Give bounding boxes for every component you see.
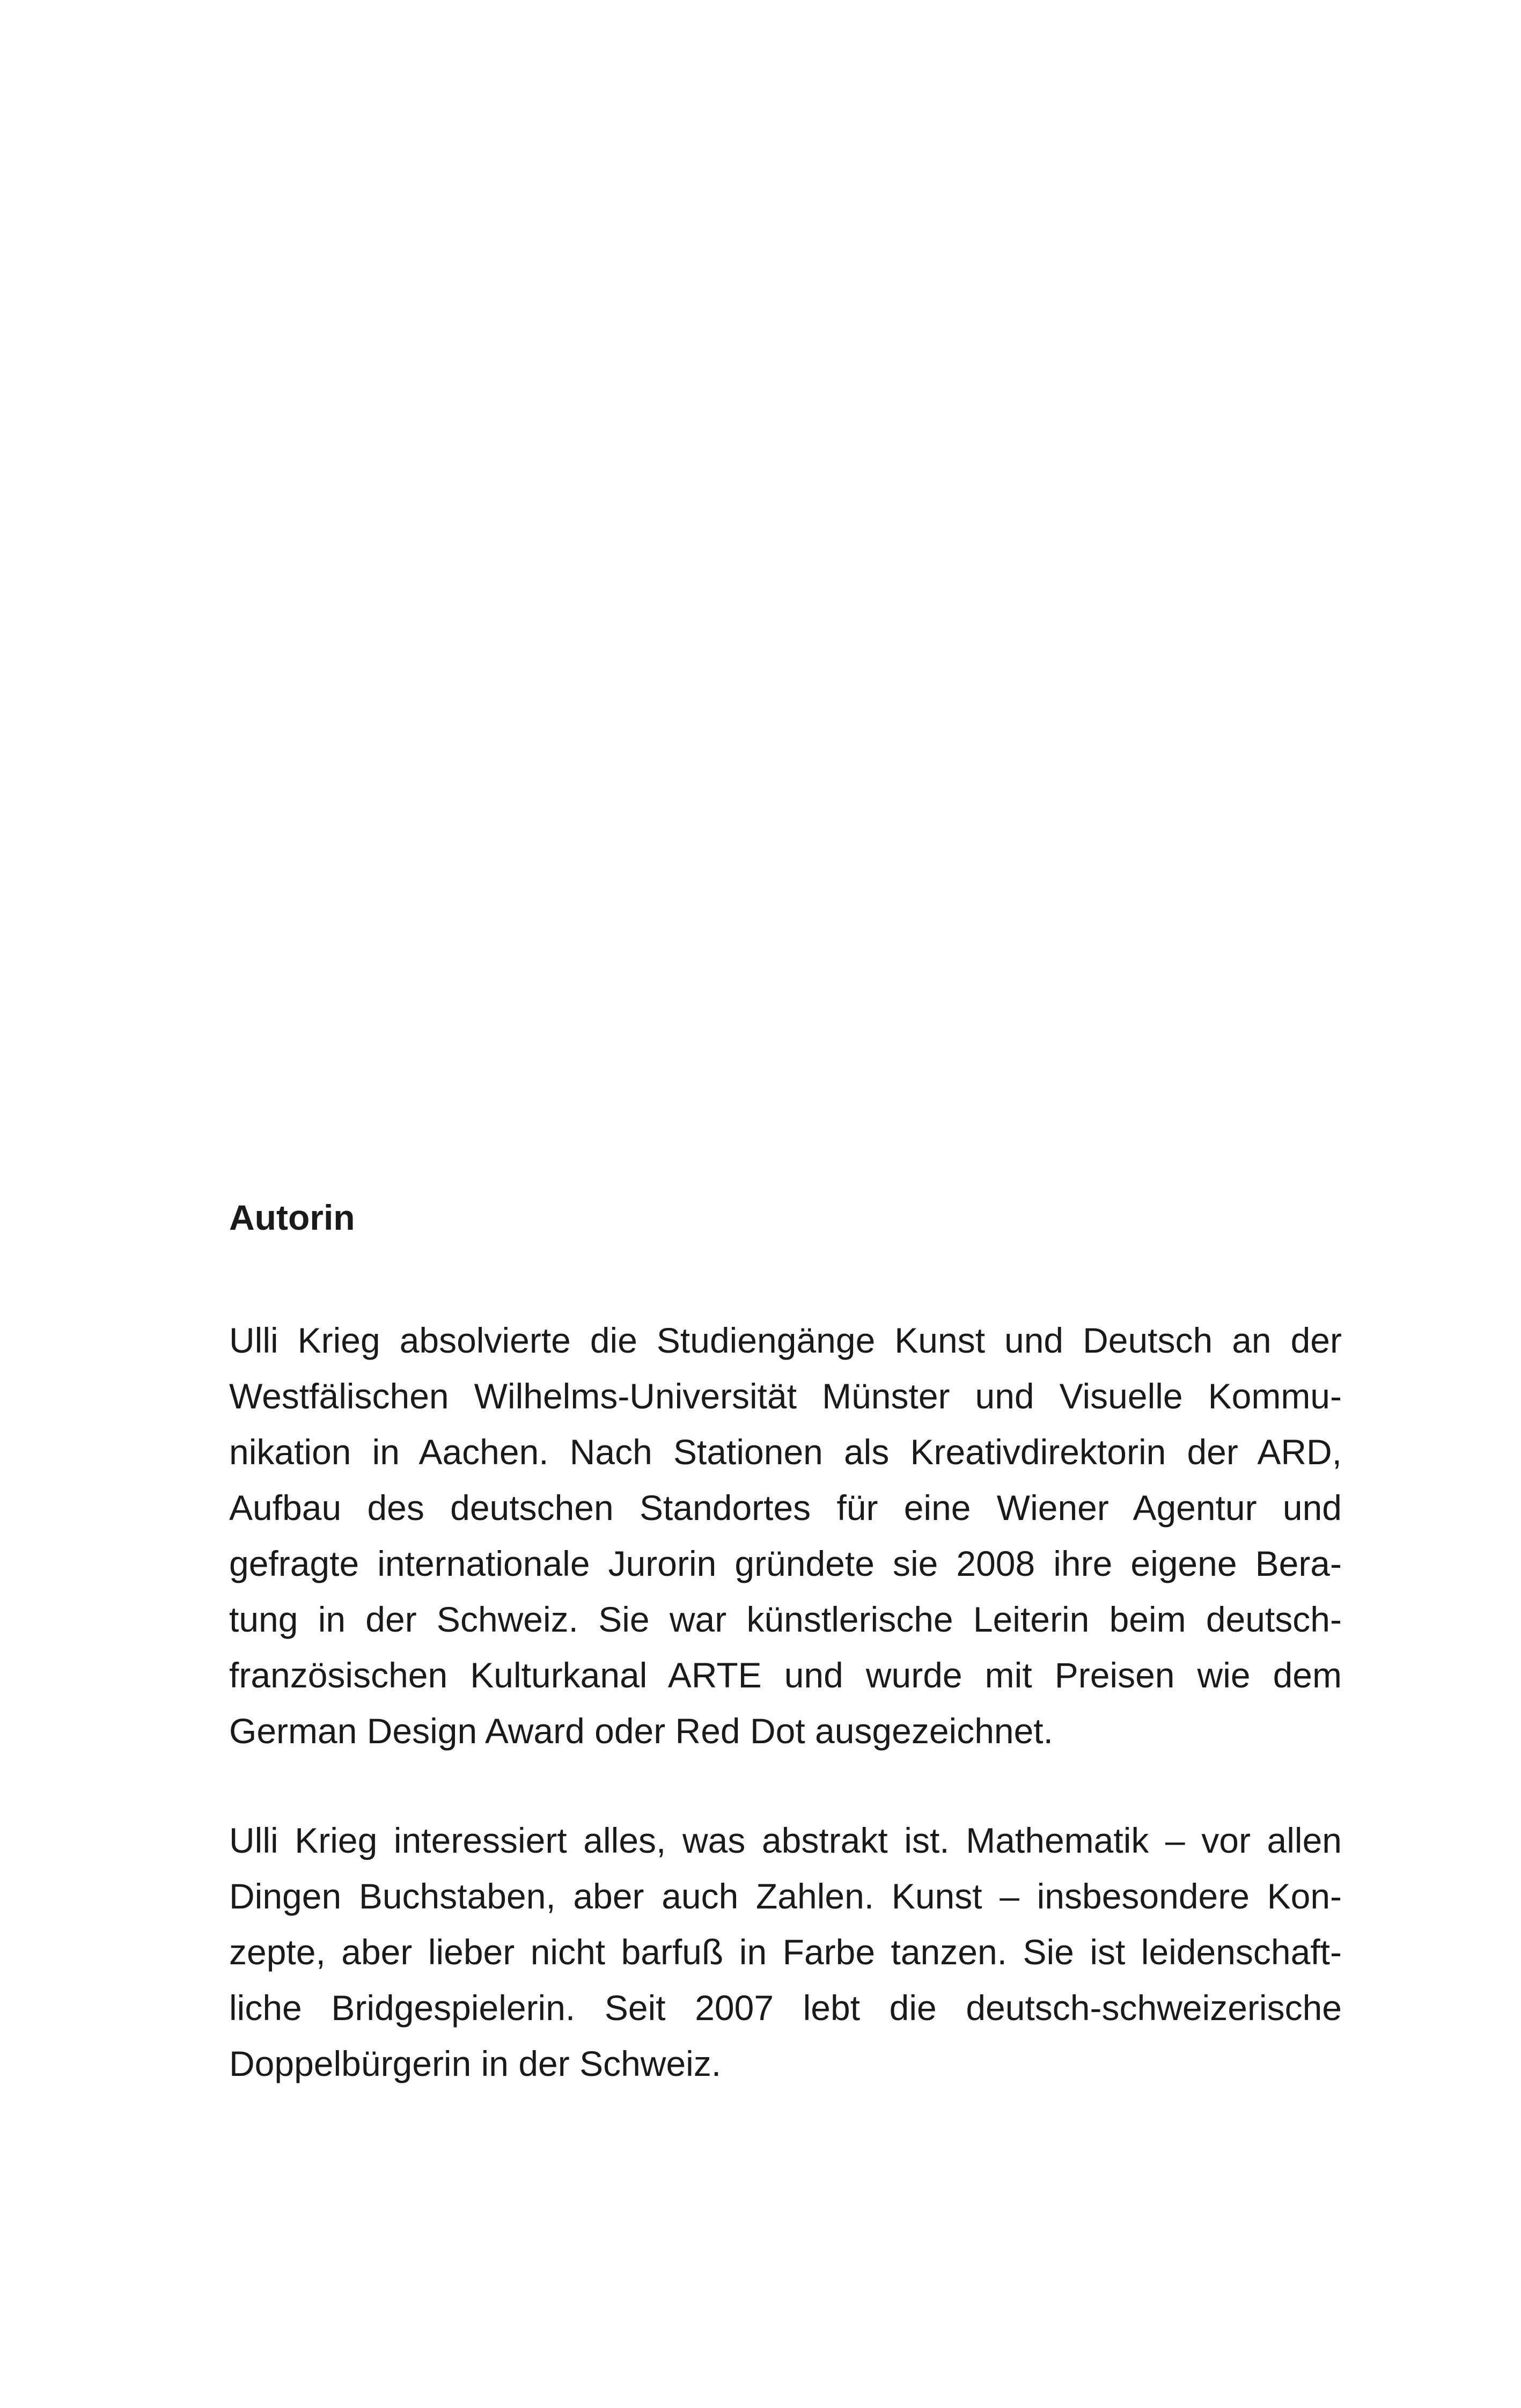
text-line: Ulli Krieg absolvierte die Studiengänge Kunst und Deutsch an der — [229, 1320, 1342, 1360]
text-line: Aufbau des deutschen Standortes für eine Wiener Agentur und — [229, 1488, 1342, 1528]
text-line: liche Bridgespielerin. Seit 2007 lebt die deutsch-schweizerische — [229, 1988, 1342, 2028]
author-bio-section — [229, 1200, 1342, 2091]
text-line: tung in der Schweiz. Sie war künstlerische Leiterin beim deutsch- — [229, 1599, 1342, 1639]
text-line: Westfälischen Wilhelms-Universität Münster und Visuelle Kommu- — [229, 1376, 1342, 1416]
text-line: französischen Kulturkanal ARTE und wurde mit Preisen wie dem — [229, 1655, 1342, 1695]
text-line: zepte, aber lieber nicht barfuß in Farbe tanzen. Sie ist leidenschaft- — [229, 1932, 1342, 1972]
bio-paragraph-1 — [229, 1312, 1342, 1759]
bio-paragraph-2 — [229, 1812, 1342, 2091]
text-line: German Design Award oder Red Dot ausgezeichnet. — [229, 1711, 1053, 1751]
text-line: Dingen Buchstaben, aber auch Zahlen. Kunst – insbesondere Kon- — [229, 1876, 1342, 1916]
text-line: Ulli Krieg interessiert alles, was abstrakt ist. Mathematik – vor allen — [229, 1820, 1342, 1860]
text-line: gefragte internationale Jurorin gründete sie 2008 ihre eigene Bera- — [229, 1544, 1342, 1583]
section-heading: Autorin — [229, 1198, 355, 1237]
text-line: nikation in Aachen. Nach Stationen als Kreativdirektorin der ARD, — [229, 1432, 1342, 1472]
text-line: Doppelbürgerin in der Schweiz. — [229, 2044, 722, 2083]
